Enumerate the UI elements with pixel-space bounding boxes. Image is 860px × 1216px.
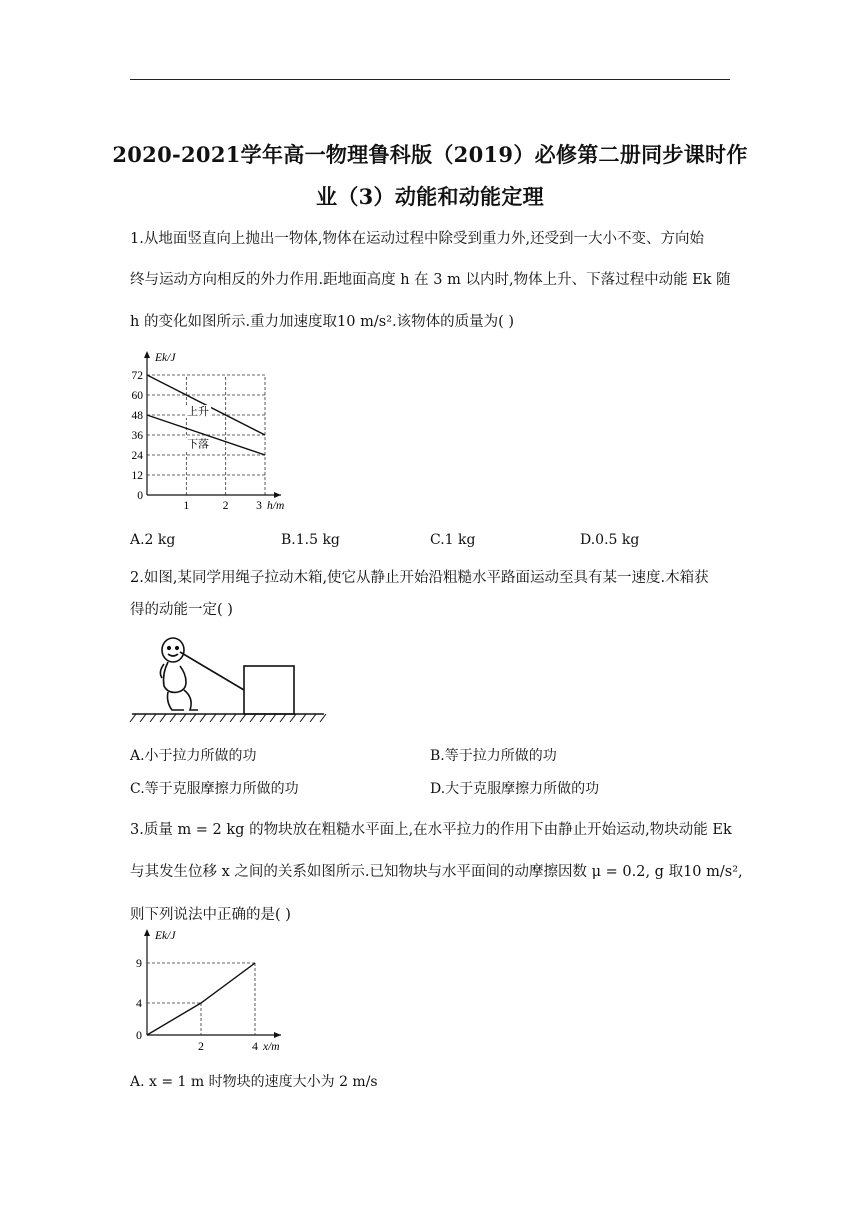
x-axis-label: h/m — [267, 500, 285, 512]
q2-option-a: A.小于拉力所做的功 — [130, 748, 257, 764]
series-label: 上升 — [187, 406, 210, 418]
q1-ek-h-chart — [125, 345, 315, 520]
rope — [180, 652, 244, 690]
y-axis-label: Ek/J — [155, 930, 176, 942]
person-body — [164, 662, 187, 692]
q1-option-c: C.1 kg — [430, 532, 476, 548]
x-axis-arrow — [274, 492, 281, 498]
y-tick-label: 12 — [131, 470, 143, 482]
y-axis-label: Ek/J — [155, 352, 176, 364]
q1-option-d: D.0.5 kg — [580, 532, 640, 548]
q2-stem-line-1: 2.如图,某同学用绳子拉动木箱,使它从静止开始沿粗糙水平路面运动至具有某一速度.木箱获 — [130, 570, 709, 586]
x-axis-arrow — [274, 1032, 281, 1038]
q2-option-b: B.等于拉力所做的功 — [430, 748, 557, 764]
y-tick-label: 0 — [137, 490, 143, 502]
q2-option-c: C.等于克服摩擦力所做的功 — [130, 781, 299, 797]
y-tick-label: 60 — [131, 390, 143, 402]
q3-stem-line-1: 3.质量 m = 2 kg 的物块放在粗糙水平面上,在水平拉力的作用下由静止开始运动,物块动能 Ek — [130, 822, 732, 838]
y-tick-label: 36 — [131, 430, 143, 442]
y-tick-label: 24 — [131, 450, 143, 462]
y-tick-label: 72 — [131, 370, 143, 382]
y-tick-label: 4 — [136, 996, 142, 1010]
x-tick-label: 3 — [256, 500, 262, 512]
x-axis-label: x/m — [263, 1041, 280, 1053]
page-title-line-2: 业（3）动能和动能定理 — [316, 184, 544, 209]
q2-person-pulling-box-figure — [128, 630, 328, 725]
q3-ek-x-chart — [125, 925, 305, 1060]
q1-option-a: A.2 kg — [130, 532, 176, 548]
y-tick-label: 48 — [131, 410, 143, 422]
y-tick-label: 0 — [136, 1028, 142, 1042]
q1-stem-line-3: h 的变化如图所示.重力加速度取10 m/s².该物体的质量为( ) — [130, 314, 515, 330]
series-label: 下落 — [187, 438, 210, 451]
ground-hatch — [130, 714, 326, 722]
q3-stem-line-3: 则下列说法中正确的是( ) — [130, 907, 291, 923]
x-tick-label: 2 — [198, 1039, 204, 1053]
y-axis-arrow — [144, 351, 150, 358]
page-title-line-1: 2020-2021学年高一物理鲁科版（2019）必修第二册同步课时作 — [112, 142, 748, 167]
q2-option-d: D.大于克服摩擦力所做的功 — [430, 781, 600, 797]
q3-stem-line-2: 与其发生位移 x 之间的关系如图所示.已知物块与水平面间的动摩擦因数 μ = 0.2, g 取10 m/s², — [130, 864, 743, 880]
q3-option-a: A. x = 1 m 时物块的速度大小为 2 m/s — [130, 1074, 378, 1090]
x-tick-label: 2 — [222, 500, 229, 512]
header-rule — [130, 79, 730, 80]
q2-stem-line-2: 得的动能一定( ) — [130, 602, 233, 618]
wooden-box — [244, 666, 294, 714]
q1-option-b: B.1.5 kg — [281, 532, 340, 548]
y-tick-label: 9 — [136, 956, 142, 970]
y-axis-arrow — [144, 929, 150, 936]
x-tick-label: 4 — [252, 1039, 258, 1053]
q1-stem-line-1: 1.从地面竖直向上抛出一物体,物体在运动过程中除受到重力外,还受到一大小不变、方向始 — [130, 231, 705, 247]
q1-stem-line-2: 终与运动方向相反的外力作用.距地面高度 h 在 3 m 以内时,物体上升、下落过程中动能 Ek 随 — [130, 272, 731, 288]
x-tick-label: 1 — [183, 500, 190, 512]
person-head — [162, 638, 184, 662]
